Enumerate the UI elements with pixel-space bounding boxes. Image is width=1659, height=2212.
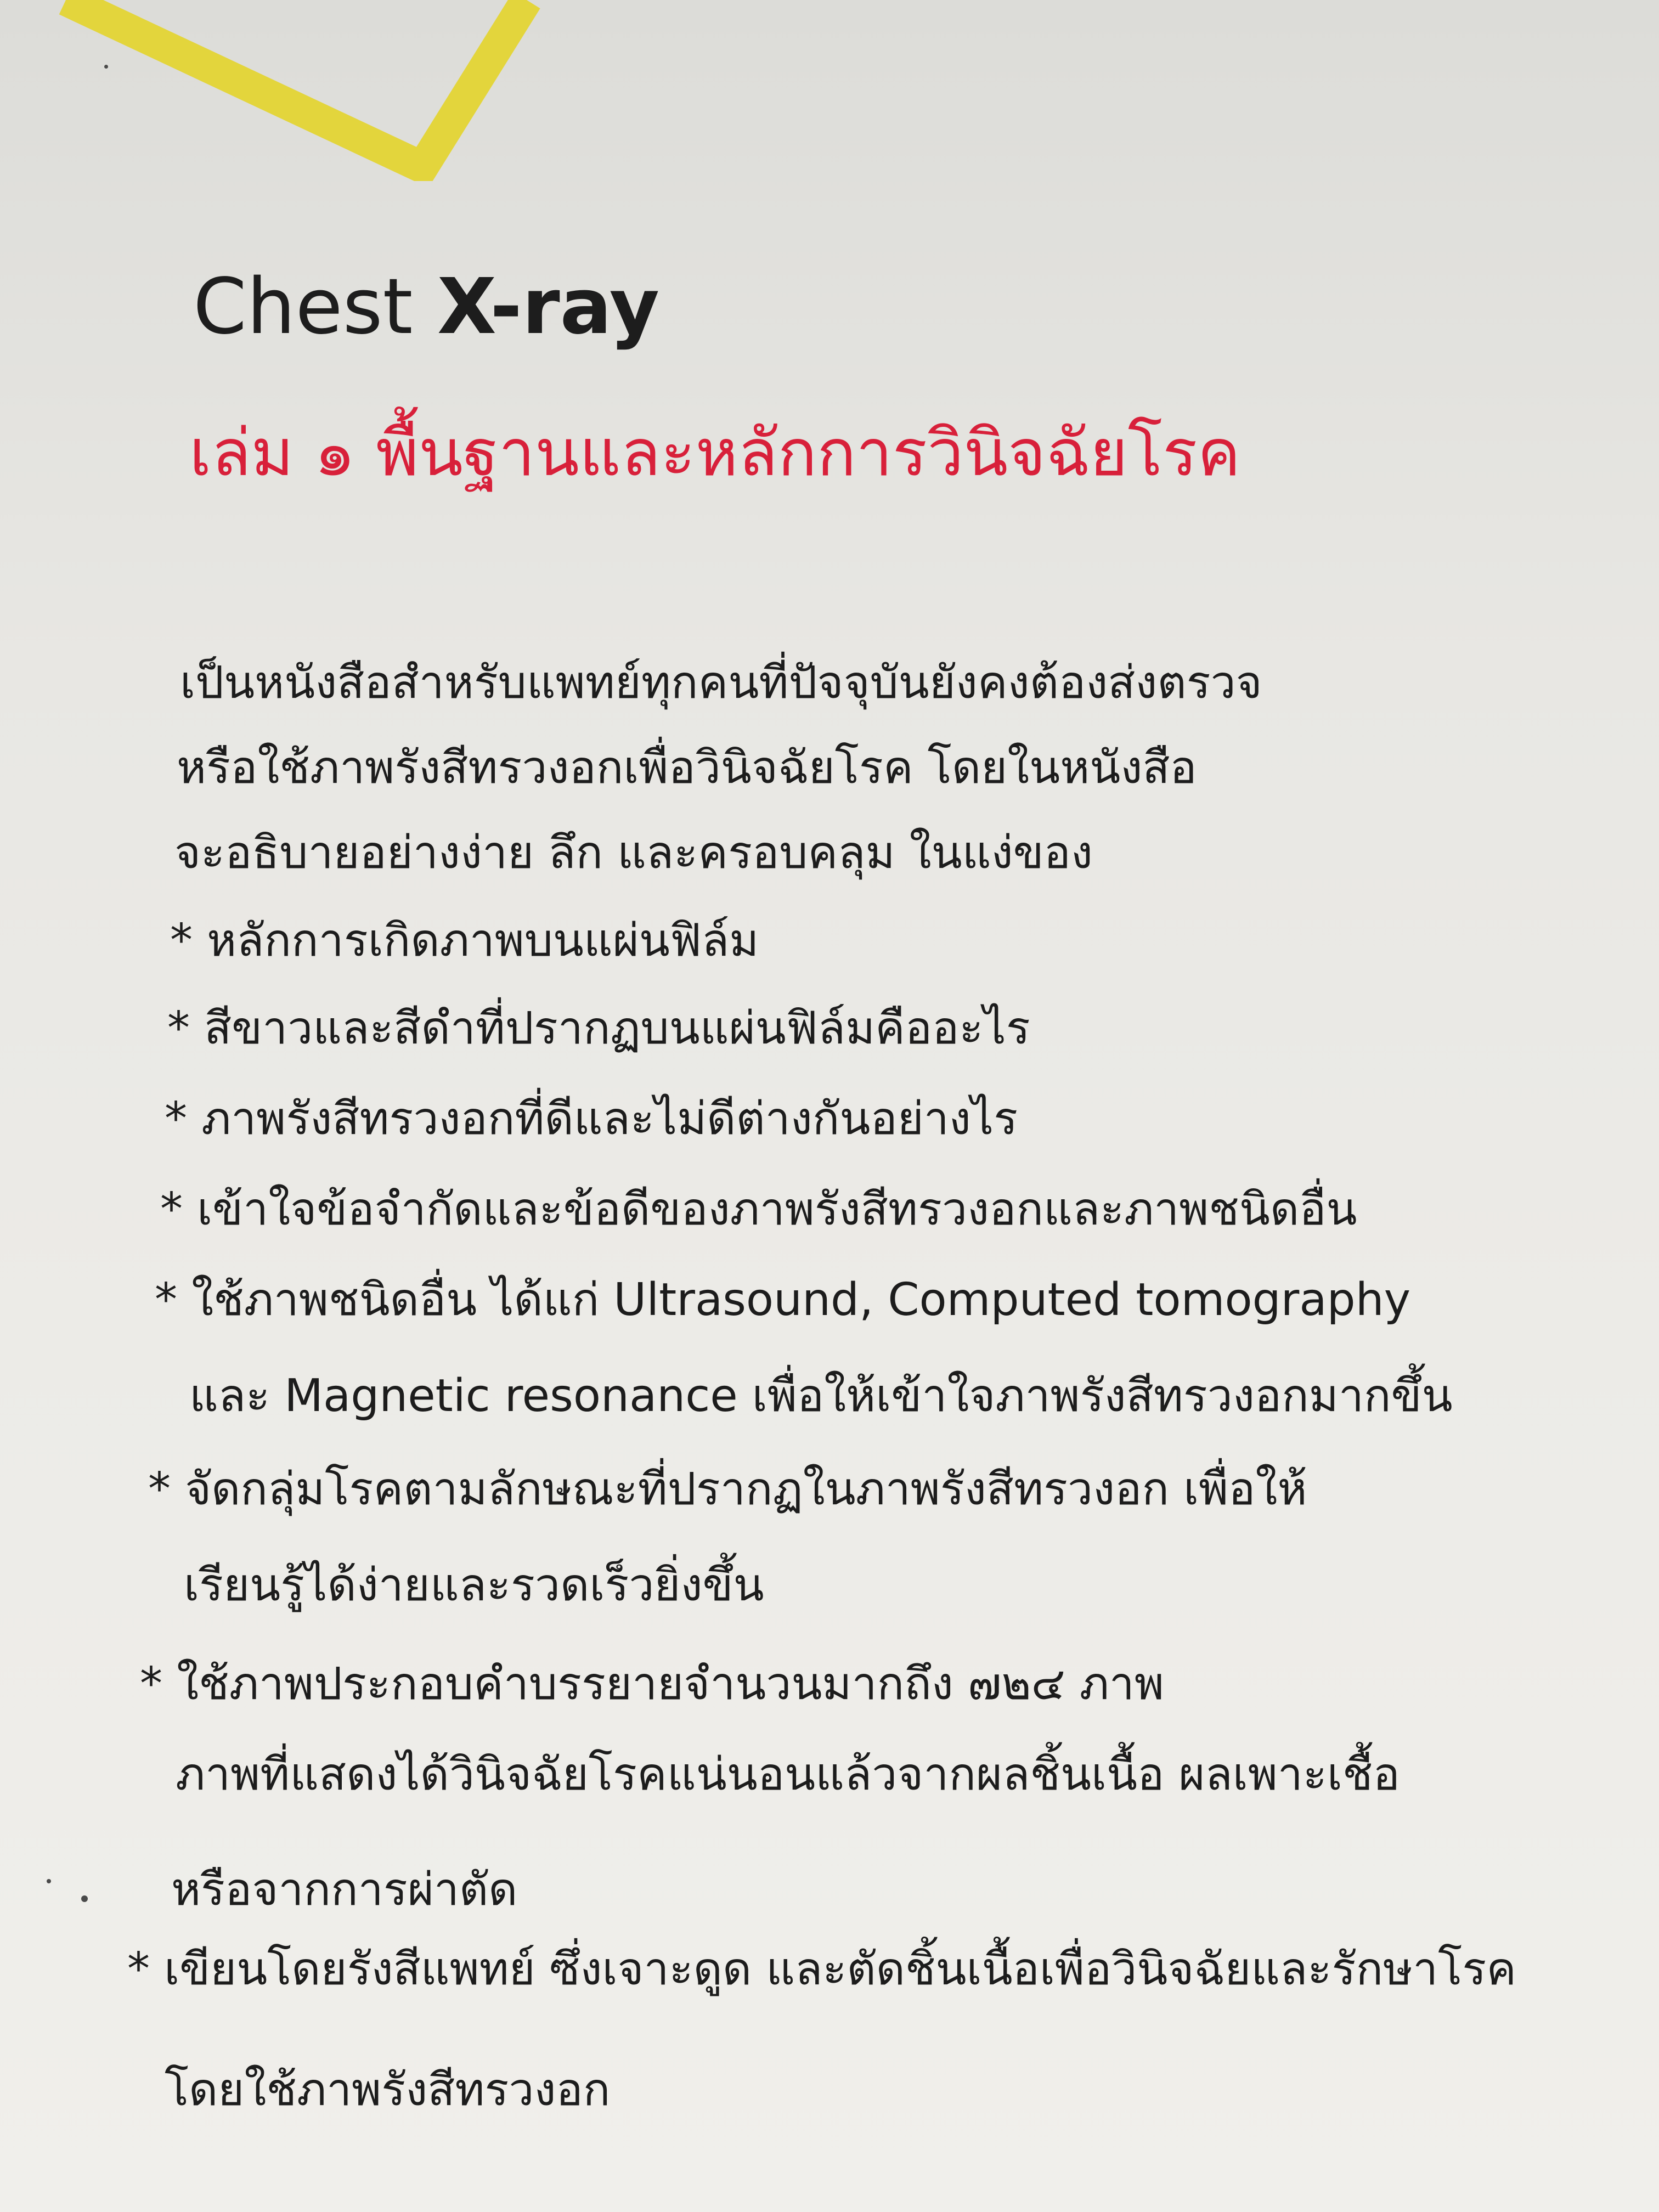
bullet-line-6: * จัดกลุ่มโรคตามลักษณะที่ปรากฏในภาพรังสีทรวงอก เพื่อให้	[148, 1463, 1307, 1515]
title-thai-volume: เล่ม ๑ พื้นฐานและหลักการวินิจฉัยโรค	[189, 415, 1241, 490]
bullet-line-5-cont: และ Magnetic resonance เพื่อให้เข้าใจภาพรังสีทรวงอกมากขึ้น	[189, 1370, 1453, 1422]
bullet-line-4: * เข้าใจข้อจำกัดและข้อดีของภาพรังสีทรวงอกและภาพชนิดอื่น	[160, 1183, 1357, 1235]
bullet-line-8: * เขียนโดยรังสีแพทย์ ซึ่งเจาะดูด และตัดชิ้นเนื้อเพื่อวินิจฉัยและรักษาโรค	[127, 1943, 1517, 1995]
bullet-line-7-cont-2: หรือจากการผ่าตัด	[171, 1864, 518, 1916]
intro-line-3: จะอธิบายอย่างง่าย ลึก และครอบคลุม ในแง่ของ	[174, 827, 1093, 879]
intro-line-1: เป็นหนังสือสำหรับแพทย์ทุกคนที่ปัจจุบันยังคงต้องส่งตรวจ	[180, 657, 1262, 709]
bullet-line-1: * หลักการเกิดภาพบนแผ่นฟิล์ม	[170, 915, 759, 967]
bullet-line-2: * สีขาวและสีดำที่ปรากฏบนแผ่นฟิล์มคืออะไร	[167, 1002, 1030, 1054]
dust-speck	[81, 1895, 88, 1902]
bullet-line-7: * ใช้ภาพประกอบคำบรรยายจำนวนมากถึง ๗๒๔ ภาพ	[140, 1658, 1164, 1710]
bullet-line-5: * ใช้ภาพชนิดอื่น ได้แก่ Ultrasound, Computed tomography	[155, 1274, 1411, 1326]
bullet-line-6-cont: เรียนรู้ได้ง่ายและรวดเร็วยิ่งขึ้น	[184, 1559, 764, 1611]
dust-speck	[104, 65, 108, 69]
title-xray: X-ray	[437, 262, 660, 352]
bullet-line-3: * ภาพรังสีทรวงอกที่ดีและไม่ดีต่างกันอย่างไร	[165, 1093, 1018, 1145]
intro-line-2: หรือใช้ภาพรังสีทรวงอกเพื่อวินิจฉัยโรค โดยในหนังสือ	[177, 742, 1197, 794]
bullet-line-7-cont: ภาพที่แสดงได้วินิจฉัยโรคแน่นอนแล้วจากผลชิ้นเนื้อ ผลเพาะเชื้อ	[176, 1748, 1400, 1801]
dust-speck	[47, 1879, 51, 1883]
bullet-line-8-cont: โดยใช้ภาพรังสีทรวงอก	[165, 2064, 611, 2116]
title-chest: Chest	[193, 262, 413, 352]
